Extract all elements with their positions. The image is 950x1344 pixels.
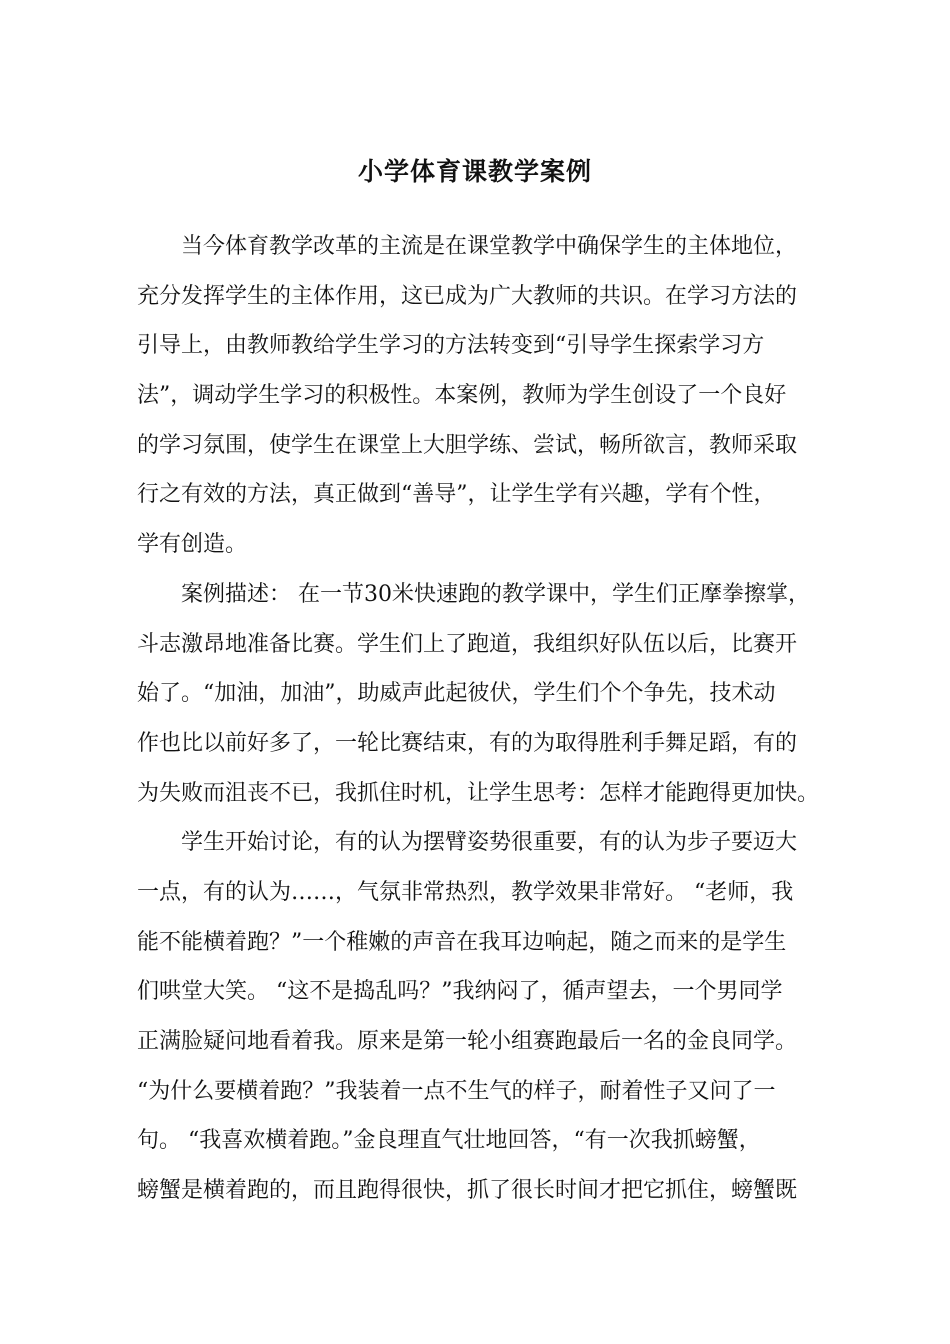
text-line: 行之有效的方法，真正做到“善导”，让学生学有兴趣，学有个性， xyxy=(137,482,776,508)
text-line: 们哄堂大笑。 “这不是捣乱吗？”我纳闷了，循声望去，一个男同学 xyxy=(137,979,783,1005)
text-line: 一点，有的认为……，气氛非常热烈，教学效果非常好。 “老师，我 xyxy=(137,879,794,905)
document-title: 小学体育课教学案例 xyxy=(357,157,592,186)
text-line: 案例描述： 在一节30米快速跑的教学课中，学生们正摩拳擦掌， xyxy=(181,581,810,607)
text-line: 学有创造。 xyxy=(137,532,248,558)
text-line: 斗志激昂地准备比赛。学生们上了跑道，我组织好队伍以后，比赛开 xyxy=(137,631,798,657)
text-line: 正满脸疑问地看着我。原来是第一轮小组赛跑最后一名的金良同学。 xyxy=(137,1029,798,1054)
text-line: 当今体育教学改革的主流是在课堂教学中确保学生的主体地位， xyxy=(181,234,798,259)
text-line: 为失败而沮丧不已，我抓住时机，让学生思考：怎样才能跑得更加快。 xyxy=(137,780,820,806)
text-line: 引导上，由教师教给学生学习的方法转变到“引导学生探索学习方 xyxy=(137,333,765,359)
text-line: 螃蟹是横着跑的，而且跑得很快，抓了很长时间才把它抓住，螃蟹既 xyxy=(137,1178,798,1204)
text-line: 的学习氛围，使学生在课堂上大胆学练、尝试，畅所欲言，教师采取 xyxy=(137,432,798,458)
text-line: 法”，调动学生学习的积极性。本案例，教师为学生创设了一个良好 xyxy=(137,383,787,409)
text-line: 能不能横着跑？”一个稚嫩的声音在我耳边响起，随之而来的是学生 xyxy=(137,929,787,955)
paragraph-intro xyxy=(137,222,827,570)
text-line: 句。 “我喜欢横着跑。”金良理直气壮地回答，“有一次我抓螃蟹， xyxy=(137,1128,761,1154)
paragraph-case-description xyxy=(137,570,827,818)
text-line: “为什么要横着跑？”我装着一点不生气的样子，耐着性子又问了一 xyxy=(137,1078,776,1104)
paragraph-discussion xyxy=(137,818,827,1216)
text-line: 作也比以前好多了，一轮比赛结束，有的为取得胜利手舞足蹈，有的 xyxy=(137,730,798,756)
text-line: 学生开始讨论，有的认为摆臂姿势很重要，有的认为步子要迈大 xyxy=(181,830,798,856)
text-line: 充分发挥学生的主体作用，这已成为广大教师的共识。在学习方法的 xyxy=(137,283,798,309)
text-line: 始了。“加油，加油”，助威声此起彼伏，学生们个个争先，技术动 xyxy=(137,681,776,707)
document-body xyxy=(137,222,827,1216)
